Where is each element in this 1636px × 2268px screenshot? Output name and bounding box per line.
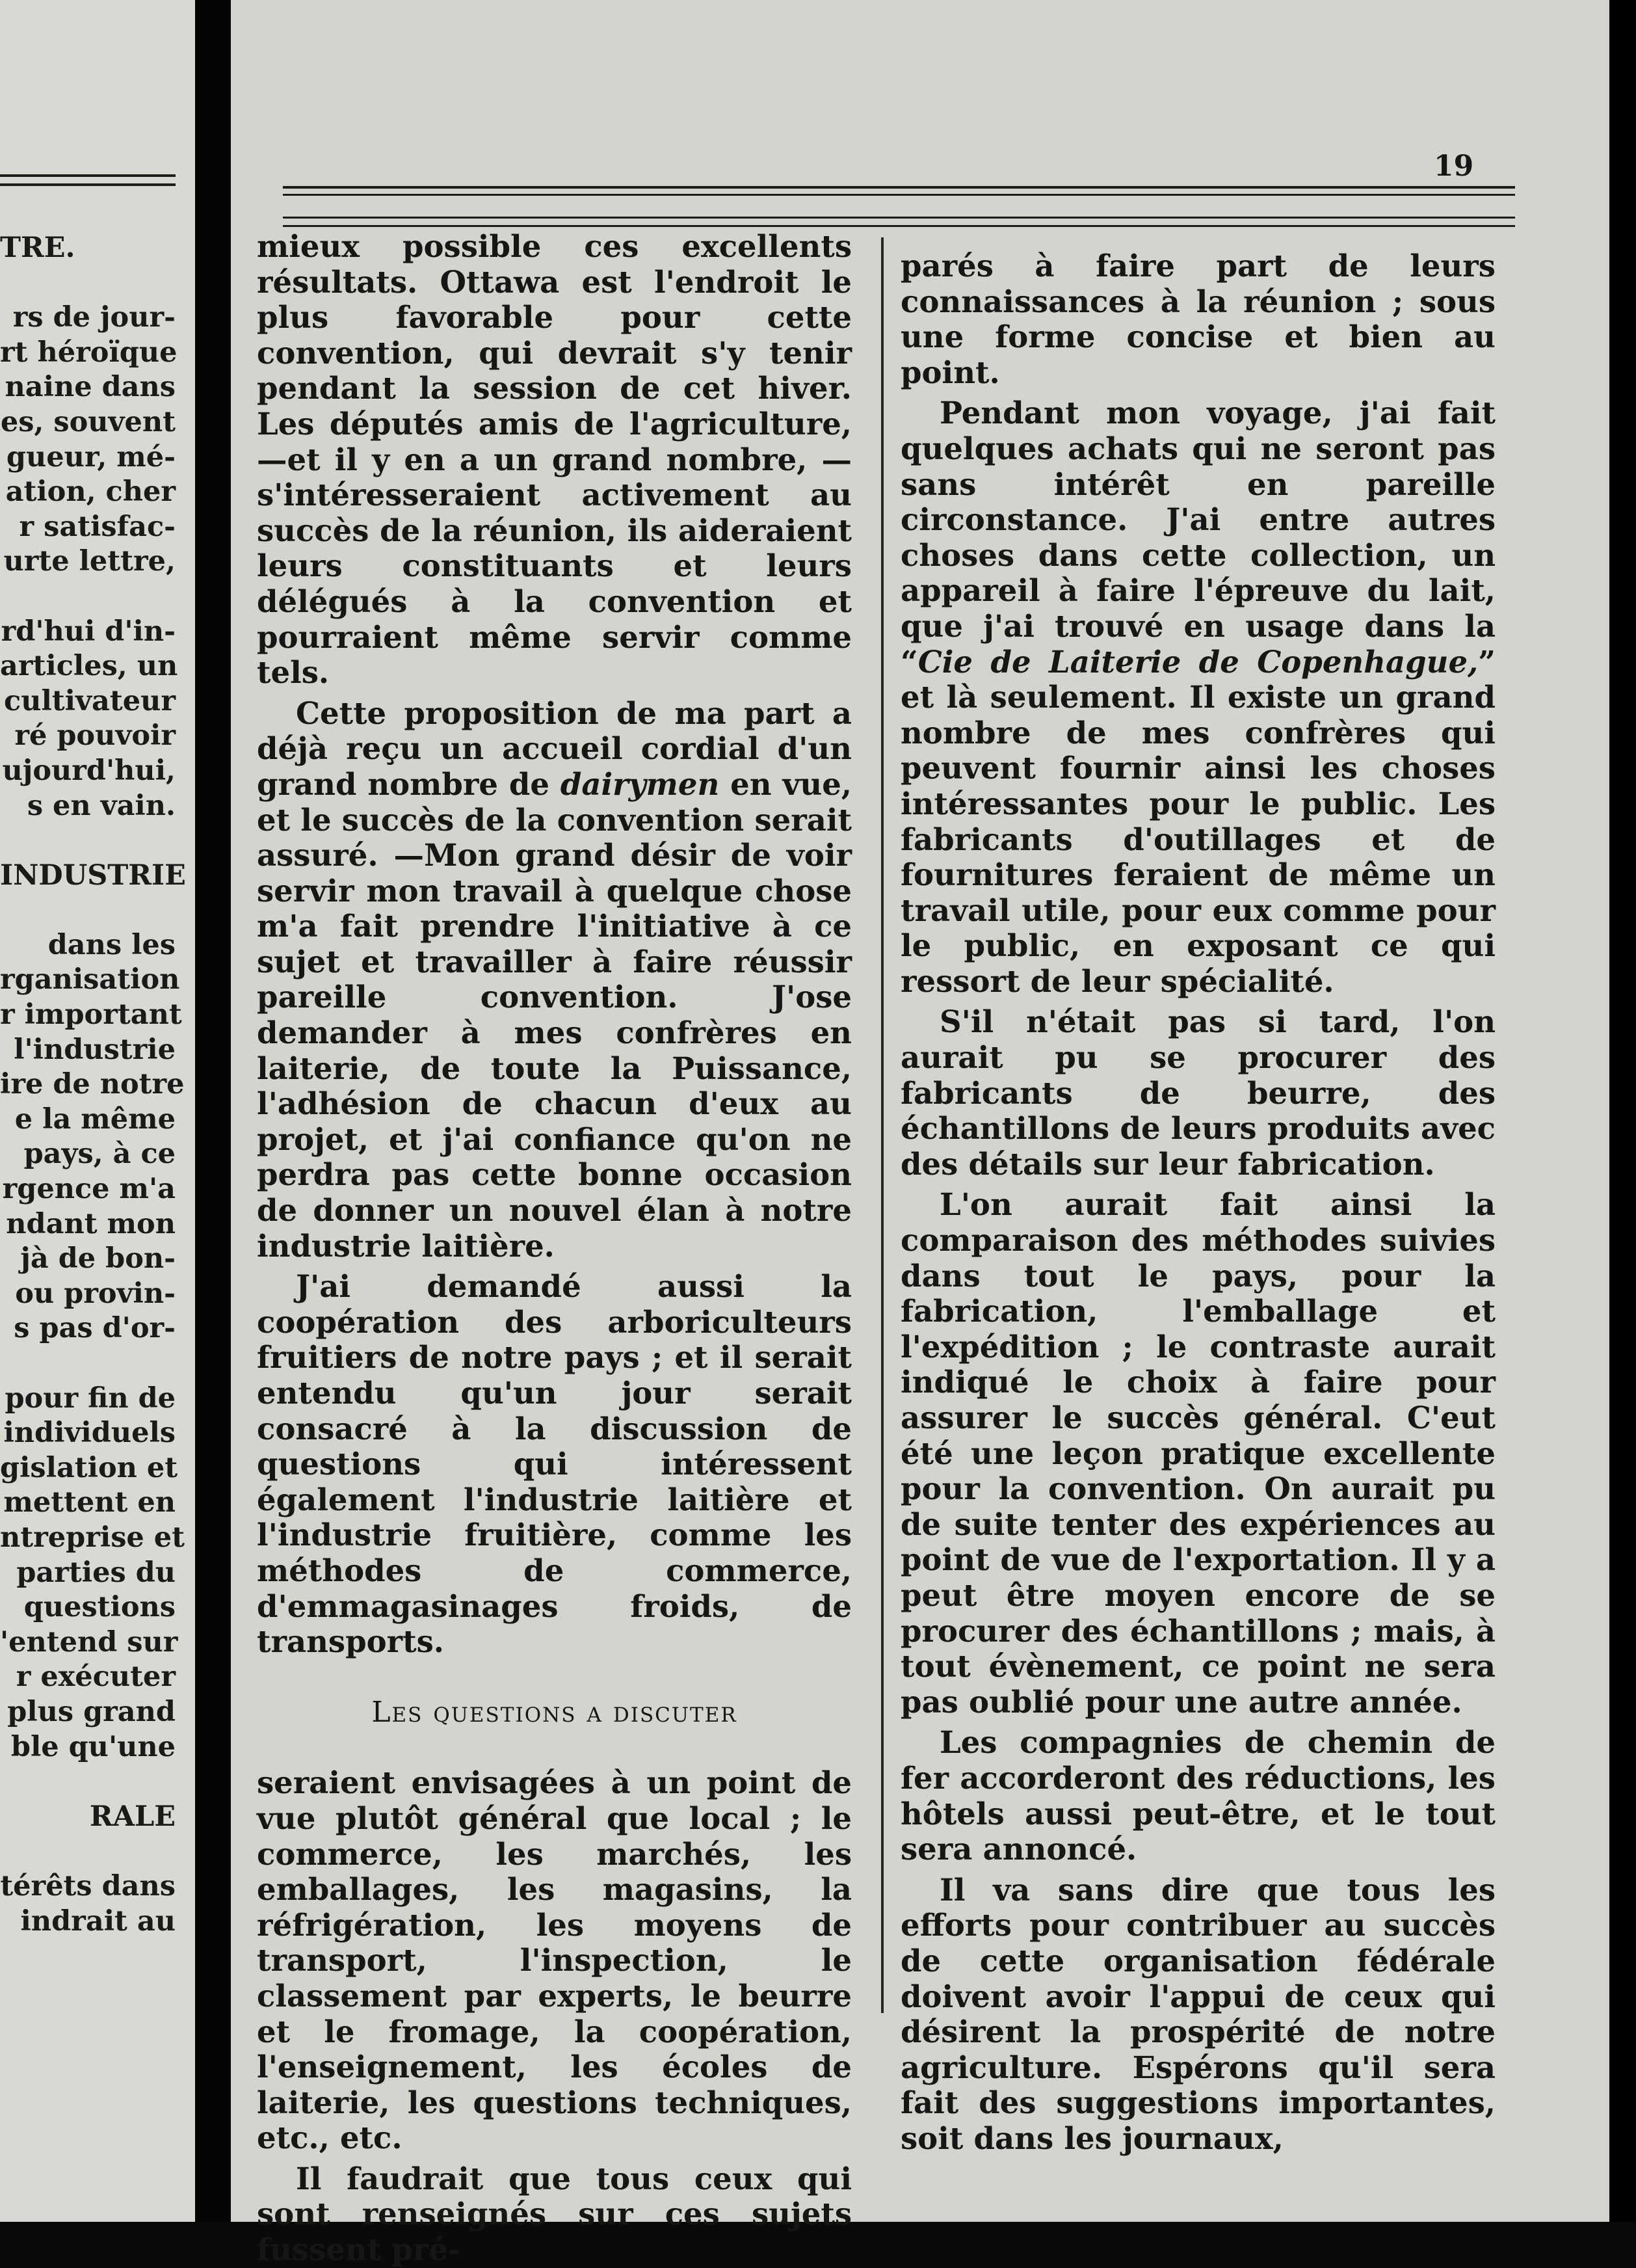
previous-page-line: individuels xyxy=(3,1417,176,1450)
previous-page-line: urte lettre, xyxy=(3,545,176,578)
previous-page-line: s en vain. xyxy=(27,789,176,822)
previous-page-line: articles, un xyxy=(0,650,178,683)
previous-page-line: rganisation xyxy=(0,963,180,996)
previous-page-line xyxy=(0,1834,176,1869)
previous-page-line: ation, cher xyxy=(5,475,176,509)
previous-page-line: mettent en xyxy=(3,1486,176,1519)
paragraph xyxy=(901,395,1496,999)
binding-gutter xyxy=(195,0,231,2222)
previous-page-line: dans les xyxy=(47,928,176,961)
paragraph: L'on aurait fait ainsi la comparaison des méthodes suivies dans tout le pays, pour la fabrication, l'emballage et l'expédition ; le contraste aurait indiqué le choix à faire pour assurer le succès général. C'eut été une leçon pratique excellente pour la convention. On aurait pu de suite tenter des expériences au point de vue de l'exportation. Il y a peut être moyen encore de se procurer des échantillons ; mais, à tout évènement, ce point ne sera pas oublié pour une autre année. xyxy=(901,1186,1496,1720)
middle-column xyxy=(257,229,852,2268)
previous-page-line: pour fin de xyxy=(5,1381,176,1415)
previous-page-line: es, souvent xyxy=(0,405,176,438)
previous-page-line: ble qu'une xyxy=(10,1730,176,1763)
previous-page-line: questions xyxy=(23,1591,176,1624)
paragraph: S'il n'était pas si tard, l'on aurait pu se procurer des fabricants de beurre, des échantillons de leurs produits avec des détails sur leur fabrication. xyxy=(901,1004,1496,1182)
paragraph: parés à faire part de leurs connaissances à la réunion ; sous une forme concise et bien au point. xyxy=(901,248,1496,390)
previous-page-line xyxy=(0,580,176,615)
previous-page-line xyxy=(0,1346,176,1381)
previous-page-line: ujourd'hui, xyxy=(2,754,176,787)
emphasis-text: dairymen xyxy=(560,766,720,802)
page-edge-shadow xyxy=(1609,0,1636,2222)
paragraph xyxy=(257,696,852,1264)
left-page-rule xyxy=(0,174,176,177)
previous-page-line: rgence m'a xyxy=(2,1173,176,1206)
previous-page-line: TRE. xyxy=(0,232,75,264)
paragraph: Il faudrait que tous ceux qui sont renseignés sur ces sujets fussent pré- xyxy=(257,2160,852,2268)
previous-page-fragment xyxy=(0,0,195,2222)
previous-page-line: e la même xyxy=(14,1102,176,1136)
previous-page-line: ou provin- xyxy=(15,1277,176,1310)
previous-page-line: INDUSTRIE xyxy=(0,859,186,892)
header-rule xyxy=(283,194,1515,196)
previous-page-text xyxy=(0,231,186,1939)
previous-page-line: r exécuter xyxy=(16,1661,176,1694)
previous-page-line: l'industrie xyxy=(14,1033,176,1066)
previous-page-line: plus grand xyxy=(7,1695,176,1728)
paragraph-text: Pendant mon voyage, j'ai fait quelques achats qui ne seront pas sans intérêt en pareille circonstance. J'ai entre autres choses dans cette collection, un appareil à faire l'épreuve du lait, que j'ai trouvé en usage dans la “ xyxy=(901,395,1496,680)
previous-page-line: rt héroïque xyxy=(0,336,178,369)
header-rule xyxy=(283,186,1515,189)
previous-page-line: r important xyxy=(0,998,182,1032)
column-divider xyxy=(881,237,884,2013)
current-page xyxy=(231,0,1609,2268)
previous-page-line: rd'hui d'in- xyxy=(1,615,176,648)
previous-page-line: ire de notre xyxy=(0,1068,185,1101)
paragraph: mieux possible ces excellents résultats. Ottawa est l'endroit le plus favorable pour cette convention, qui devrait s'y tenir pendant la session de cet hiver. Les députés amis de l'agriculture,—et il y en a un grand nombre, — s'intéresseraient activement au succès de la réunion, ils aideraient leurs constituants et leurs délégués à la convention et pourraient même servir comme tels. xyxy=(257,228,852,691)
paragraph: Il va sans dire que tous les efforts pour contribuer au succès de cette organisation fédérale doivent avoir l'appui de ceux qui désirent la prospérité de notre agriculture. Espérons qu'il sera fait des suggestions importantes, soit dans les journaux, xyxy=(901,1871,1496,2156)
previous-page-line: cultivateur xyxy=(4,684,176,717)
previous-page-line: jà de bon- xyxy=(20,1242,176,1275)
previous-page-line: pays, à ce xyxy=(23,1138,176,1171)
previous-page-line: rs de jour- xyxy=(12,301,176,334)
right-column xyxy=(901,248,1496,2156)
paragraph: J'ai demandé aussi la coopération des arboriculteurs fruitiers de notre pays ; et il serait entendu qu'un jour serait consacré à la discussion de questions qui intéressent également l'industrie laitière et l'industrie fruitière, comme les méthodes de commerce, d'emmagasinages froids, de transports. xyxy=(257,1268,852,1660)
previous-page-line: ntreprise et xyxy=(0,1521,185,1554)
previous-page-line xyxy=(0,266,176,301)
left-page-rule xyxy=(0,183,176,186)
previous-page-line: parties du xyxy=(16,1556,176,1589)
previous-page-line xyxy=(0,893,176,928)
previous-page-line: gislation et xyxy=(0,1451,178,1484)
previous-page-line: RALE xyxy=(89,1800,176,1833)
paragraph: Les compagnies de chemin de fer accorderont des réductions, les hôtels aussi peut-être, et le tout sera annoncé. xyxy=(901,1724,1496,1867)
previous-page-line: r satisfac- xyxy=(19,510,176,543)
paragraph-text: en vue, et le succès de la convention serait assuré. —Mon grand désir de voir servir mon travail à quelque chose m'a fait prendre l'initiative à ce sujet et travailler à faire réussir pareille convention. J'ose demander à mes confrères en laiterie, de toute la Puissance, l'adhésion de chacun d'eux au projet, et j'ai confiance qu'on ne perdra pas cette bonne occasion de donner un nouvel élan à notre industrie laitière. xyxy=(257,766,852,1264)
paragraph-text: Cette proposition de ma part a déjà reçu un accueil cordial d'un grand nombre de xyxy=(257,695,852,802)
previous-page-line: ré pouvoir xyxy=(14,719,176,753)
previous-page-line xyxy=(0,823,176,859)
section-heading: Les questions a discuter xyxy=(371,1695,737,1729)
paragraph-text: ” et là seulement. Il existe un grand nombre de mes confrères qui peuvent fournir ainsi les choses intéressantes pour le public. Les fabricants d'outillages et de fournitures feraient de même un travail utile, pour eux comme pour le public, en exposant ce qui ressort de leur spécialité. xyxy=(901,643,1496,999)
header-rule xyxy=(283,217,1515,219)
emphasis-text: Cie de Laiterie de Copenhague, xyxy=(917,643,1479,680)
previous-page-line: naine dans xyxy=(5,371,176,404)
previous-page-line: indrait au xyxy=(20,1904,176,1938)
header-rule xyxy=(283,225,1515,227)
previous-page-line xyxy=(0,1765,176,1800)
previous-page-line: 'entend sur xyxy=(0,1625,178,1659)
page-number: 19 xyxy=(1434,150,1474,183)
previous-page-line: gueur, mé- xyxy=(6,440,176,474)
previous-page-line: s pas d'or- xyxy=(14,1312,176,1345)
previous-page-line: térêts dans xyxy=(0,1869,176,1902)
previous-page-line: ndant mon xyxy=(6,1207,176,1240)
paragraph: seraient envisagées à un point de vue plutôt général que local ; le commerce, les marchés, les emballages, les magasins, la réfrigération, les moyens de transport, l'inspection, le classement par experts, le beurre et le fromage, la coopération, l'enseignement, les écoles de laiterie, les questions techniques, etc., etc. xyxy=(257,1765,852,2156)
